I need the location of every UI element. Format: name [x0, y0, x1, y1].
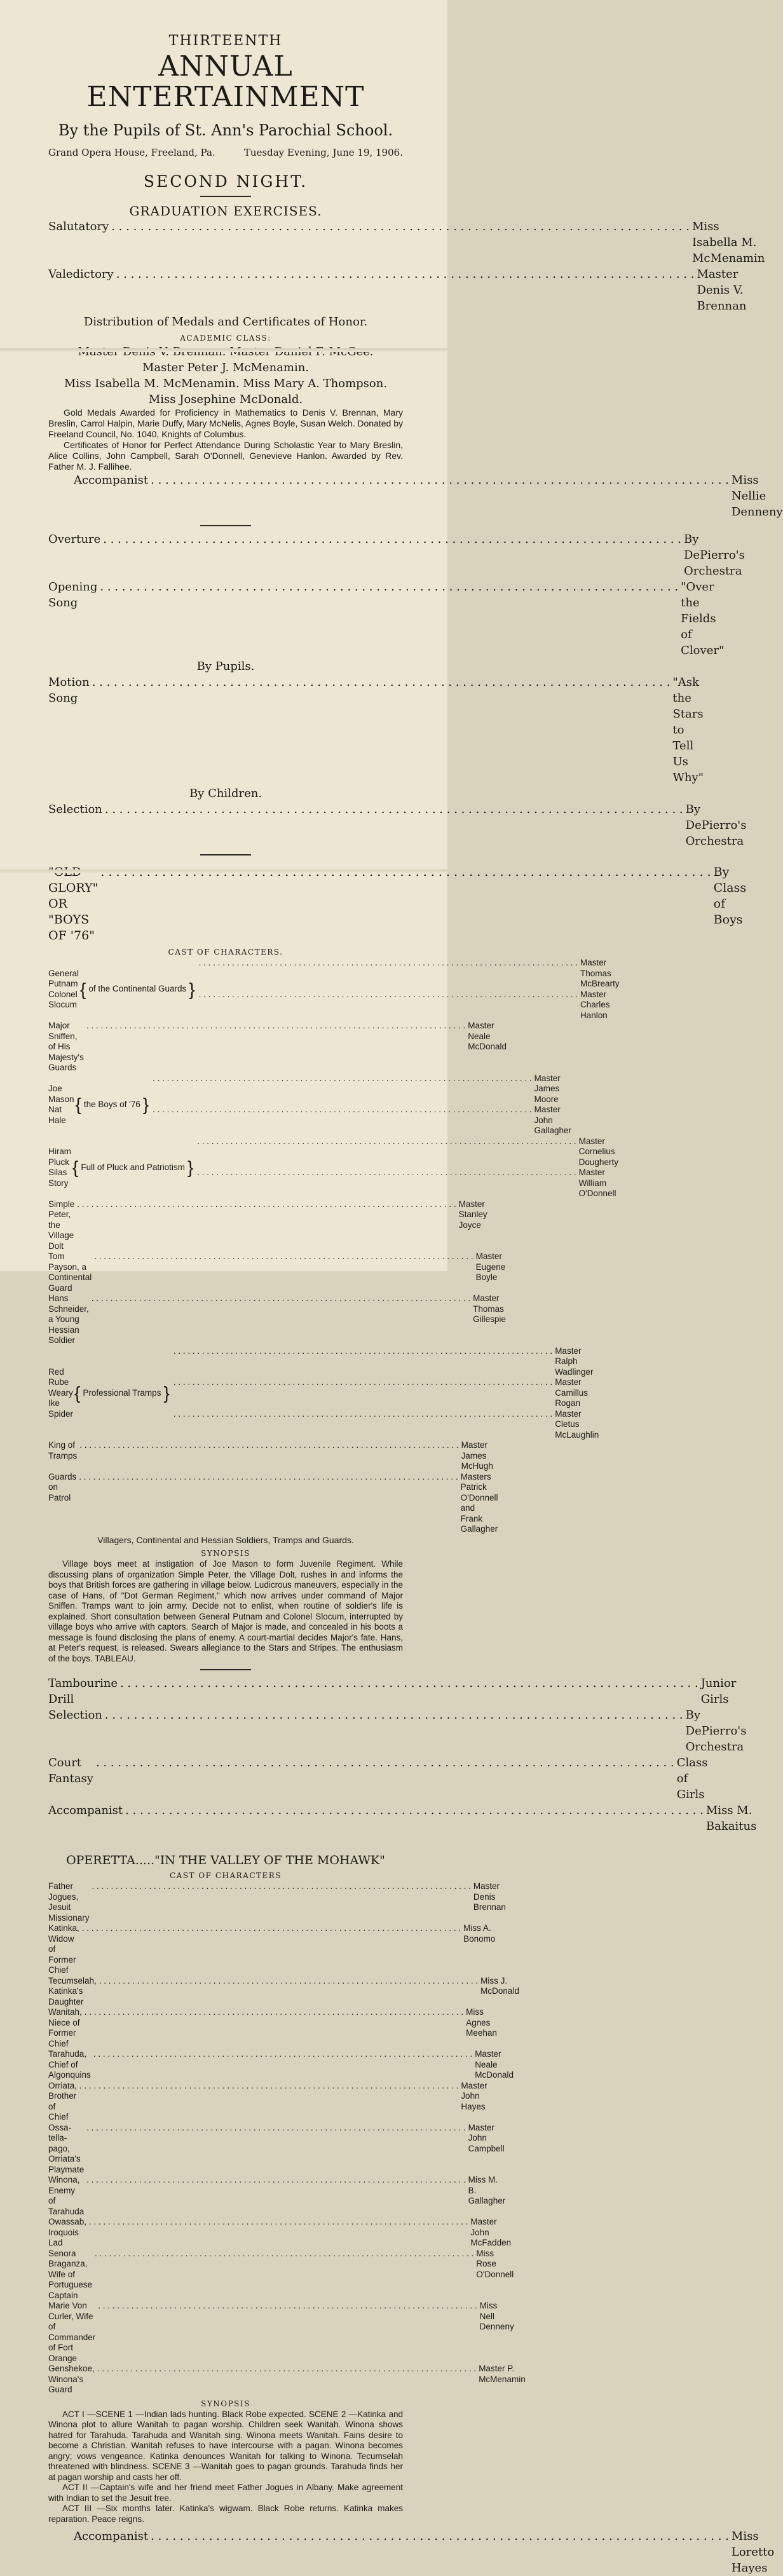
program-part-one — [48, 531, 747, 849]
row-label: Selection — [48, 803, 102, 816]
cast-player: Master Ralph Wadlinger — [555, 1346, 594, 1377]
row-label: Ossa-tella-pago, Orriata's Playmate — [48, 2122, 85, 2174]
row-label: Overture — [48, 533, 101, 546]
header-thirteenth: THIRTEENTH — [168, 33, 283, 49]
cast-row — [48, 2007, 497, 2049]
cast-role: Spider — [48, 1408, 74, 1419]
row-value: Master Stanley Joyce — [458, 1199, 487, 1230]
cast-description: of the Continental Guards — [88, 984, 187, 994]
cast-group: General Putnam Colonel Slocum { of the Continental Guards } . . . Master Thomas McBrearty . . . Master Charles Hanlon — [48, 958, 403, 1021]
row-value: Junior Girls — [700, 1677, 737, 1706]
cast-row — [48, 1251, 506, 1293]
cast-player: Master James Moore — [534, 1073, 561, 1104]
cast-heading: CAST OF CHARACTERS. — [168, 948, 283, 957]
cast-row — [48, 1975, 519, 2008]
cast-role: General Putnam — [48, 968, 79, 988]
act-three: ACT III —Six months later. Katinka's wigwam. Black Robe returns. Katinka makes reparation. Peace reigns. — [48, 2504, 403, 2524]
row-label: Wanitah, Niece of Former Chief — [48, 2007, 82, 2048]
program-row: By Pupils. — [196, 660, 255, 673]
row-value: Miss Nellie Denneny — [731, 474, 783, 519]
cast-row — [48, 1923, 496, 1976]
row-label: Winona, Enemy of Tarahuda — [48, 2175, 85, 2216]
row-value: Master James McHugh — [461, 1440, 493, 1471]
program-row — [48, 579, 725, 658]
row-value: "Ask the Stars to Tell Us Why" — [672, 676, 704, 784]
cast-heading: CAST OF CHARACTERS — [169, 1871, 282, 1880]
cast-player: Master Cornelius Dougherty — [578, 1136, 618, 1167]
row-label: Opening Song — [48, 580, 98, 610]
cast-group: Red Rube Weary Ike Spider { Professional Tramps } . . . Master Ralph Wadlinger . . . Master Camillus Rogan . . . Master Cletus McLaughlin — [48, 1346, 403, 1441]
cast-row — [48, 2248, 514, 2301]
row-label: Marie Von Curler, Wife of Commander of Fort Orange — [48, 2301, 96, 2363]
cast-row — [48, 2217, 512, 2249]
play-performers: By Class of Boys — [713, 865, 747, 927]
cast-row — [48, 1881, 506, 1923]
cast-role: Silas Story — [48, 1168, 69, 1188]
row-label: Accompanist — [74, 2530, 149, 2543]
row-label: Tecumselah, Katinka's Daughter — [48, 1975, 97, 2007]
distribution: Distribution of Medals and Certificates of Honor. — [83, 315, 368, 329]
row-value: Master Neale McDonald — [475, 2049, 514, 2080]
old-glory-cast — [48, 958, 620, 1545]
cast-player: Master John Gallagher — [534, 1105, 572, 1135]
cast-row — [48, 2122, 505, 2176]
paper-fold — [0, 869, 447, 873]
old-glory-title — [48, 864, 747, 944]
cast-row — [48, 2301, 514, 2364]
row-value: Miss Agnes Meehan — [466, 2007, 497, 2038]
row-label: Motion Song — [48, 676, 90, 705]
valedictory-row — [48, 266, 747, 314]
cast-row — [48, 1021, 507, 1073]
row-label: Senora Braganza, Wife of Portuguese Captain — [48, 2248, 93, 2300]
cast-description: Full of Pluck and Patriotism — [81, 1162, 185, 1172]
act-one: ACT I —SCENE 1 —Indian lads hunting. Black Robe expected. SCENE 2 —Katinka and Winona plot to allure Wanitah to pagan worship. Children seek Wanitah. Winona shows hatred for Tarahuda. Tarahuda and Wanitah sing. Winona meets Wanitah. Fains desire to become a Christian. Wanitah refuses to have intercourse with a pagan. Winona becomes angry; vows vengeance. Katinka denounces Wanitah for talking to Winona. Tecumselah threatened with blindness. SCENE 3 —Wanitah goes to pagan grounds. Tarahuda finds her at pagan worship and casts her off. — [48, 2409, 403, 2482]
cast-row — [48, 1471, 498, 1535]
gold-medals: Gold Medals Awarded for Proficiency in Mathematics to Denis V. Brennan, Mary Breslin, Carrol Halpin, Marie Duffy, Mary McNelis, Agnes Boyle, Susan Welch. Donated by Freeland Council, No. 1040, Knights of Columbus. — [48, 407, 403, 439]
paper-fold — [0, 348, 447, 352]
row-label: Guards on Patrol — [48, 1471, 77, 1503]
header-pupils: By the Pupils of St. Ann's Parochial School. — [58, 121, 393, 139]
row-label: King of Tramps — [48, 1440, 78, 1461]
cast-description: Professional Tramps — [83, 1387, 161, 1398]
synopsis-heading: SYNOPSIS — [201, 2399, 250, 2408]
venue: Grand Opera House, Freeland, Pa. — [48, 147, 215, 158]
program-row — [48, 674, 704, 786]
cast-row — [48, 1199, 487, 1252]
cast-role: Hiram Pluck — [48, 1147, 71, 1167]
cast-role: Weary Ike — [48, 1387, 73, 1408]
row-label: Orriata, Brother of Chief — [48, 2080, 78, 2122]
row-label: Valedictory — [48, 268, 114, 281]
row-value: "Over the Fields of Clover" — [681, 580, 725, 657]
cast-role: Joe Mason — [48, 1084, 74, 1104]
row-label: Hans Schneider, a Young Hessian Soldier — [48, 1293, 89, 1345]
row-value: Miss Isabella M. McMenamin — [691, 220, 765, 265]
row-value: Miss Loretto Hayes — [731, 2530, 775, 2575]
row-label: Tom Payson, a Continental Guard — [48, 1251, 92, 1293]
program-row — [48, 1675, 737, 1707]
cast-row — [48, 2175, 506, 2217]
play-title: GLORY" OR "BOYS OF '76" — [48, 881, 99, 943]
row-value: Miss A. Bonomo — [463, 1923, 496, 1944]
program-part-two — [48, 1675, 757, 1834]
row-value: Master Denis V. Brennan — [697, 268, 747, 313]
row-label: Salutatory — [48, 220, 109, 233]
divider — [200, 854, 251, 855]
row-label: Selection — [48, 1708, 102, 1722]
act-two: ACT II —Captain's wife and her friend meet Father Jogues in Albany. Make agreement with Indian to set the Jesuit free. — [48, 2483, 403, 2503]
row-value: Miss M. B. Gallagher — [468, 2175, 506, 2205]
cast-player: Master Cletus McLaughlin — [555, 1408, 599, 1440]
accompanist-row — [48, 2528, 775, 2576]
row-label: Tambourine Drill — [48, 1677, 118, 1706]
venue-line — [48, 147, 403, 158]
program-row — [48, 1803, 757, 1834]
cast-role: Red Rube — [48, 1366, 69, 1387]
row-label: Genshekoe, Winona's Guard — [48, 2364, 95, 2394]
cast-description: the Boys of '76 — [83, 1099, 140, 1109]
cast-row — [48, 2364, 526, 2395]
cast-row — [48, 2080, 487, 2123]
program-row — [48, 801, 747, 849]
row-value: Class of Girls — [676, 1756, 708, 1801]
row-label: Katinka, Widow of Former Chief — [48, 1923, 79, 1975]
row-label: Court Fantasy — [48, 1756, 93, 1785]
row-value: Masters Patrick O'Donnell and Frank Gallagher — [460, 1471, 498, 1534]
row-value: Master John McFadden — [470, 2217, 512, 2247]
cast-row — [48, 2049, 514, 2081]
cast-row — [48, 1440, 493, 1472]
date: Tuesday Evening, June 19, 1906. — [243, 147, 403, 158]
program-row — [48, 1755, 708, 1803]
certificates: Certificates of Honor for Perfect Attendance During Scholastic Year to Mary Breslin, Alice Collins, John Campbell, Sarah O'Donnell, Genevieve Hanlon. Awarded by Rev. Father M. J. Fallihee. — [48, 440, 403, 472]
cast-row — [48, 1293, 506, 1346]
row-label: Accompanist — [48, 1804, 123, 1817]
academic-class-heading: ACADEMIC CLASS: — [180, 334, 271, 343]
salutatory-row — [48, 219, 765, 266]
row-label: Owassab, Iroquois Lad — [48, 2217, 87, 2247]
program-row — [48, 1707, 747, 1755]
row-value: By DePierro's Orchestra — [685, 1708, 747, 1754]
divider — [200, 196, 251, 197]
row-value: Miss Rose O'Donnell — [476, 2248, 514, 2279]
second-night: SECOND NIGHT. — [143, 172, 308, 191]
row-value: By DePierro's Orchestra — [684, 533, 745, 578]
row-value: Miss J. McDonald — [480, 1975, 519, 1996]
cast-player: Master Camillus Rogan — [555, 1377, 588, 1408]
old-glory-synopsis: Village boys meet at instigation of Joe Mason to form Juvenile Regiment. While discussing plans of organization Simple Peter, the Village Dolt, rushes in and informs the boys that British forces are gathering in village below. Ludicrous maneuvers, especially in the case of Hans, of "Dot German Regiment," which now arrives under command of Major Sniffen. Tramps want to join army. Decide not to enlist, when routine of soldier's life is explained. Short consultation between General Putnam and Colonel Slocum, interrupted by village boys who arrive with captors. Search of Major is made, and concealed in his boots a message is found disclosing the plans of enemy. A court-martial decides Major's fate. Hans, at Peter's request, is released. Swears allegiance to the Stars and Stripes. The enthusiasm of the boys. TABLEAU. — [48, 1559, 403, 1663]
class-line: Miss Josephine McDonald. — [148, 393, 303, 406]
cast-role: Major Sniffen, of His Majesty's Guards — [48, 1021, 84, 1072]
class-line: Miss Isabella M. McMenamin. Miss Mary A. Thompson. — [64, 377, 388, 390]
cast-role: Colonel Slocum — [48, 989, 78, 1009]
cast-role: Nat Hale — [48, 1105, 66, 1125]
row-value: Master Denis Brennan — [473, 1881, 506, 1912]
row-label: Simple Peter, the Village Dolt — [48, 1199, 75, 1251]
cast-player: Master Thomas McBrearty — [580, 958, 620, 988]
program-row: By Children. — [189, 787, 262, 800]
synopsis-heading: SYNOPSIS — [201, 1549, 250, 1558]
row-label: Tarahuda, Chief of Algonquins — [48, 2049, 91, 2080]
cast-group: Joe Mason Nat Hale { the Boys of '76 } . . . Master James Moore . . . Master John Gallagher — [48, 1073, 403, 1136]
header-annual-entertainment: ANNUAL ENTERTAINMENT — [86, 50, 365, 113]
row-value: Master John Campbell — [468, 2122, 505, 2153]
row-label: Father Jogues, Jesuit Missionary — [48, 1881, 90, 1923]
divider — [200, 525, 251, 526]
graduation-heading: GRADUATION EXERCISES. — [129, 203, 322, 219]
cast-group: Hiram Pluck Silas Story { Full of Pluck and Patriotism } . . . Master Cornelius Dougherty . . . Master William O'Donnell — [48, 1136, 403, 1199]
row-value: Miss M. Bakaitus — [705, 1804, 757, 1833]
cast-player: Master William O'Donnell — [578, 1168, 616, 1198]
extras: Villagers, Continental and Hessian Soldiers, Tramps and Guards. — [97, 1534, 354, 1545]
operetta-title: OPERETTA....."IN THE VALLEY OF THE MOHAWK" — [66, 1853, 385, 1867]
class-line: Master Peter J. McMenamin. — [142, 361, 310, 374]
operetta-cast — [48, 1881, 526, 2395]
row-value: Master Eugene Boyle — [475, 1251, 506, 1282]
row-value: Master John Hayes — [461, 2080, 487, 2111]
row-label: Accompanist — [74, 474, 149, 487]
program-row — [48, 531, 745, 579]
cast-player: Master Neale McDonald — [468, 1021, 507, 1051]
row-value: Master P. McMenamin — [479, 2364, 526, 2384]
cast-player: Master Charles Hanlon — [580, 989, 610, 1020]
row-value: Miss Nell Denneny — [479, 2301, 514, 2331]
row-value: Master Thomas Gillespie — [473, 1293, 506, 1324]
accompanist-row — [48, 472, 783, 520]
divider — [200, 1669, 251, 1670]
row-value: By DePierro's Orchestra — [685, 803, 747, 848]
